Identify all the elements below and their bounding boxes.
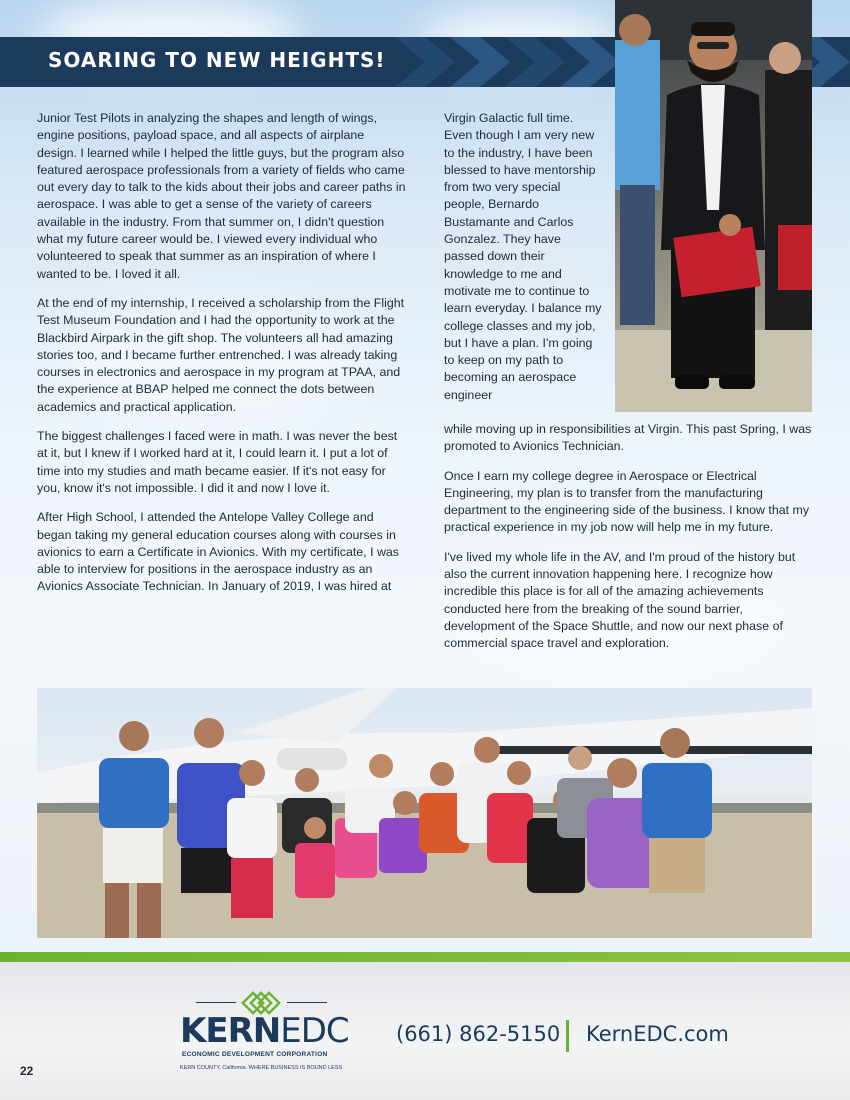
- footer-divider: [566, 1020, 569, 1052]
- logo-rule: [287, 1002, 327, 1003]
- portrait-illustration: [615, 0, 812, 412]
- article-right-column-bottom: [444, 421, 814, 665]
- website-link[interactable]: KernEDC.com: [586, 1022, 729, 1046]
- article-paragraph: Once I earn my college degree in Aerospace or Electrical Engineering, my plan is to transfer from the manufacturing department to the engineering side of the business. I know that my practical experience in my job now will help me in my future.: [444, 468, 810, 535]
- logo-subtitle: ECONOMIC DEVELOPMENT CORPORATION: [182, 1051, 328, 1058]
- article-paragraph: Virgin Galactic full time. Even though I am very new to the industry, I have been blessed to have mentorship from two very special people, Bernardo Bustamante and Carlos Gonzalez. They have passed down their knowledge to me and motivate me to continue to learn everyday. I balance my college classes and my job, but I have a plan. I'm going to keep on my path to becoming an aerospace engineer: [444, 111, 602, 402]
- article-paragraph: The biggest challenges I faced were in math. I was never the best at it, but I knew if I worked hard at it, I could learn it. I put a lot of time into my studies and math became easier. If it's not easy for you, know it's not impossible. I did it and now I love it.: [37, 429, 398, 495]
- chevron-decoration-icon: [395, 37, 455, 87]
- group-photo: [37, 688, 812, 938]
- page-title: SOARING TO NEW HEIGHTS!: [48, 48, 386, 72]
- chevron-decoration-icon: [450, 37, 510, 87]
- article-left-column: [37, 110, 407, 608]
- article-paragraph: while moving up in responsibilities at Virgin. This past Spring, I was promoted to Avionics Technician.: [444, 422, 812, 454]
- portrait-photo: [615, 0, 812, 412]
- article-paragraph: After High School, I attended the Antelope Valley College and began taking my general education courses along with courses in avionics to earn a Certificate in Avionics. With my certificate, I was able to interview for positions in the aerospace industry as an Avionics Associate Technician. In January of 2019, I was hired at: [37, 510, 399, 594]
- group-photo-illustration: [37, 688, 812, 938]
- logo-rule: [196, 1002, 236, 1003]
- logo-tagline: KERN COUNTY, California. WHERE BUSINESS IS BOUND LESS: [180, 1065, 343, 1071]
- article-paragraph: At the end of my internship, I received a scholarship from the Flight Test Museum Foundation and I had the opportunity to work at the Blackbird Airpark in the gift shop. The volunteers all had amazing stories too, and I became further entrenched. I was already taking courses in electronics and aerospace in my program at TPAA, and the experience at BBAP helped me connect the dots between academics and practical application.: [37, 295, 405, 414]
- chevron-decoration-icon: [505, 37, 565, 87]
- article-paragraph: I've lived my whole life in the AV, and I'm proud of the history but also the current innovation happening here. I recognize how incredible this place is for all of the amazing achievements conducted here from the breaking of the sound barrier, development of the Space Shuttle, and now our next phase of commercial space travel and exploration.: [444, 549, 796, 651]
- chevron-decoration-icon: [560, 37, 620, 87]
- logo-edc-text: EDC: [280, 1011, 349, 1051]
- kern-edc-logo[interactable]: [180, 1011, 349, 1051]
- page-number: 22: [20, 1064, 34, 1078]
- contact-phone[interactable]: (661) 862-5150: [396, 1022, 561, 1046]
- logo-kern-text: KERN: [180, 1011, 281, 1051]
- article-right-column-top: [444, 110, 604, 416]
- footer-accent-bar: [0, 952, 850, 962]
- article-paragraph: Junior Test Pilots in analyzing the shapes and length of wings, engine positions, payload space, and all aspects of airplane design. I learned while I helped the little guys, but the program also featured aerospace professionals from a variety of fields who came out every day to talk to the kids about their jobs and career paths in aerospace. I was able to get a sense of the variety of careers available in the industry. From that summer on, I didn't question what my future career would be. I viewed every individual who volunteered to speak that summer as an inspiration of where I wanted to be. I loved it all.: [37, 111, 406, 281]
